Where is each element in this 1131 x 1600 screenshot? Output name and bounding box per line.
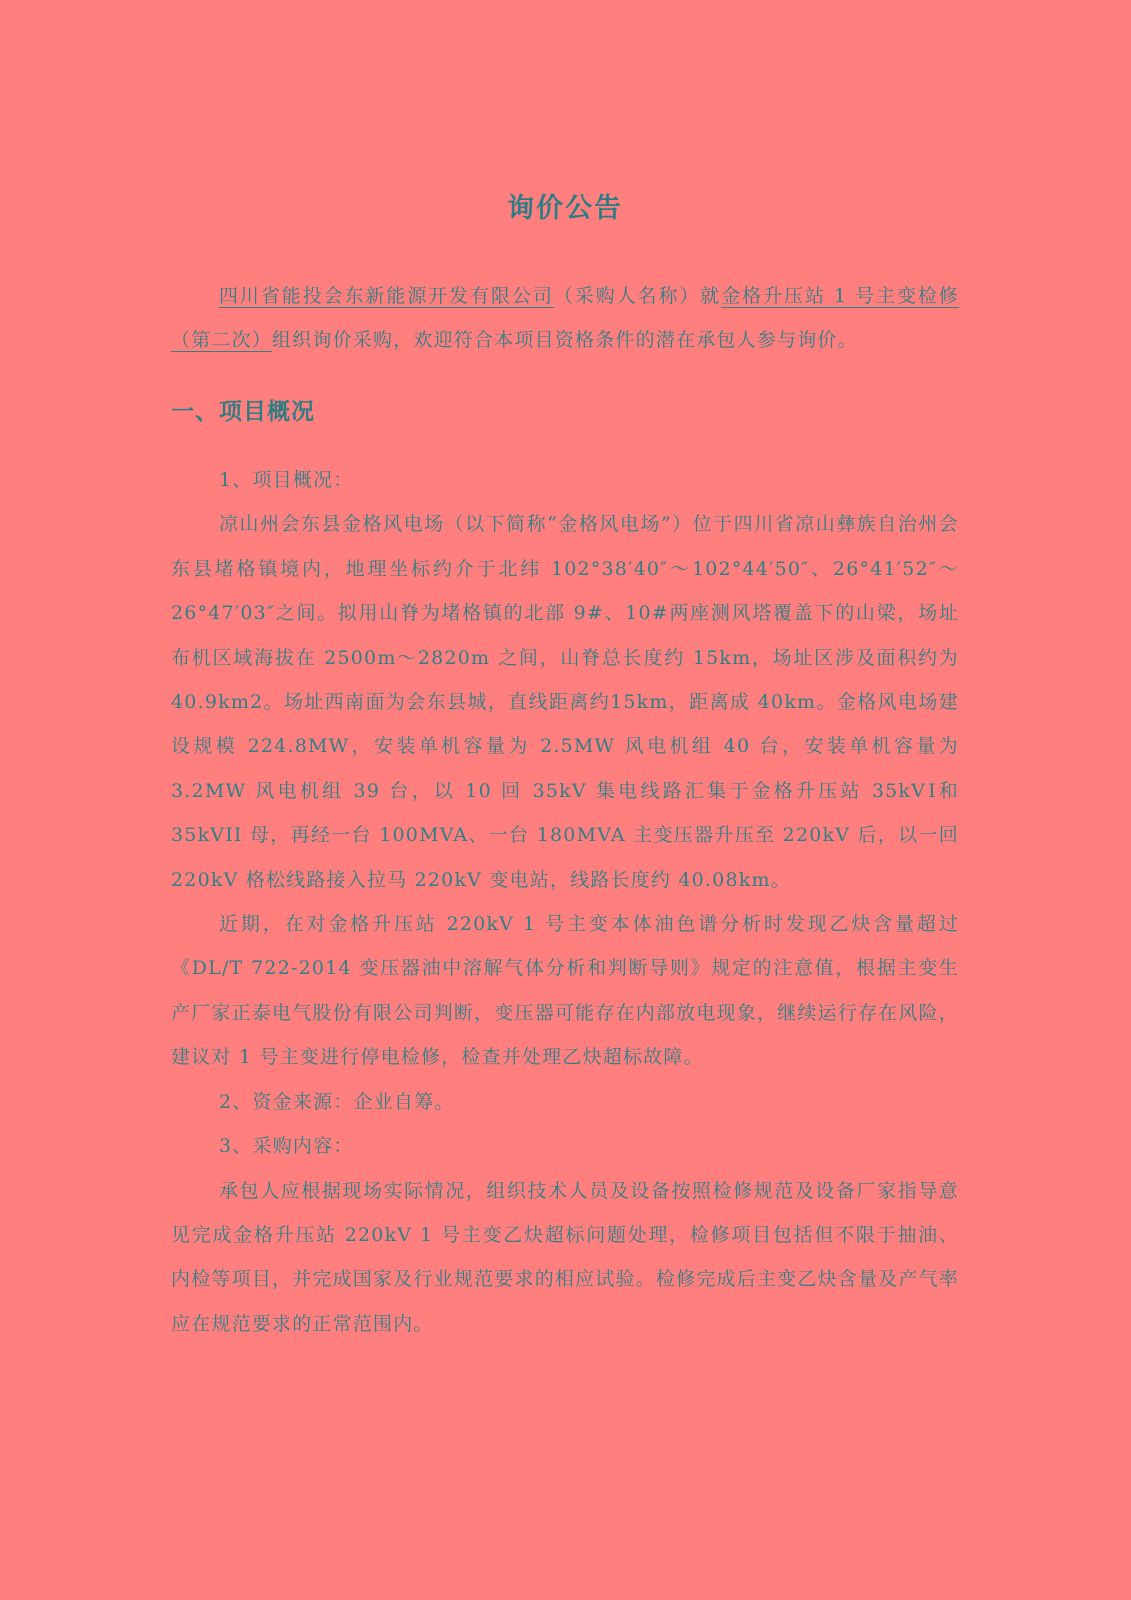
project-overview-paragraph: 凉山州会东县金格风电场（以下简称“金格风电场”）位于四川省凉山彝族自治州会东县堵格镇境内，地理坐标约介于北纬 102°38′40″～102°44′50″、26°41′52″～26°47′03″之间。拟用山脊为堵格镇的北部 9#、10#两座测风塔覆盖下的山梁，场址布机区域海拔在 2500m～2820m 之间，山脊总长度约 15km，场址区涉及面积约为 40.9km2。场址西南面为会东县城，直线距离约15km，距离成 40km。金格风电场建设规模 224.8MW，安装单机容量为 2.5MW 风电机组 40 台，安装单机容量为 3.2MW 风电机组 39 台，以 10 回 35kV 集电线路汇集于金格升压站 35kVⅠ和 35kVII 母，再经一台 100MVA、一台 180MVA 主变压器升压至 220kV 后，以一回 220kV 格松线路接入拉马 220kV 变电站，线路长度约 40.08km。 xyxy=(171,513,959,891)
item-1-label: 1、项目概况： xyxy=(219,469,354,491)
procurement-content-paragraph: 承包人应根据现场实际情况，组织技术人员及设备按照检修规范及设备厂家指导意见完成金格升压站 220kV 1 号主变乙炔超标问题处理，检修项目包括但不限于抽油、内检等项目，并完成国家及行业规范要求的相应试验。检修完成后主变乙炔含量及产气率应在规范要求的正常范围内。 xyxy=(171,1179,959,1335)
document-title: 询价公告 xyxy=(507,193,623,224)
section-heading: 一、项目概况 xyxy=(171,399,315,425)
purchaser-note: （采购人名称）就 xyxy=(553,285,722,307)
purchaser-name: 四川省能投会东新能源开发有限公司 xyxy=(219,285,554,307)
section-body xyxy=(171,458,959,1346)
intro-paragraph xyxy=(171,274,959,362)
item-3-label: 3、采购内容： xyxy=(219,1135,354,1158)
document-page xyxy=(171,0,959,1600)
item-2-funding: 2、资金来源：企业自筹。 xyxy=(219,1090,455,1113)
intro-rest: 组织询价采购，欢迎符合本项目资格条件的潜在承包人参与询价。 xyxy=(272,329,858,351)
project-name: 金格升压站 1 号主变检修（第二次） xyxy=(171,285,960,351)
fault-description-paragraph: 近期，在对金格升压站 220kV 1 号主变本体油色谱分析时发现乙炔含量超过《DL/T 722-2014 变压器油中溶解气体分析和判断导则》规定的注意值，根据主变生产厂家正泰电气股份有限公司判断，变压器可能存在内部放电现象，继续运行存在风险，建议对 1 号主变进行停电检修，检查并处理乙炔超标故障。 xyxy=(171,913,959,1069)
